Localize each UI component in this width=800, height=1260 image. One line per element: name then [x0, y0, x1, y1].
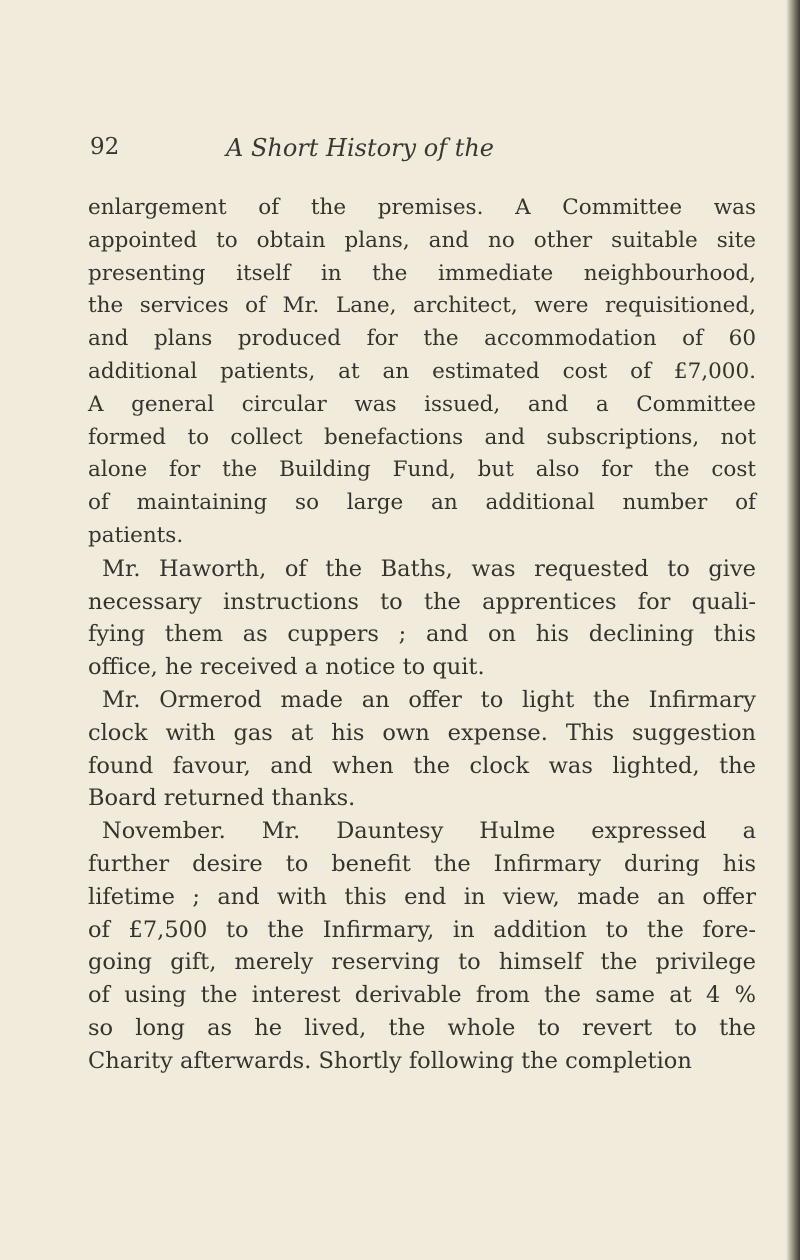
text-line: so long as he lived, the whole to revert to the	[88, 1014, 756, 1041]
text-line: further desire to benefit the Infirmary during his	[88, 850, 756, 877]
body-text	[88, 192, 756, 1078]
text-line: November. Mr. Dauntesy Hulme expressed a	[102, 818, 756, 845]
text-line: Mr. Haworth, of the Baths, was requested to give	[102, 555, 756, 582]
page-edge-shadow	[786, 0, 800, 1260]
text-line: lifetime ; and with this end in view, made an offer	[88, 883, 756, 910]
page-header	[90, 134, 750, 174]
text-line: enlargement of the premises. A Committee was	[88, 195, 756, 220]
running-title: A Short History of the	[226, 134, 494, 162]
text-line: Charity afterwards. Shortly following the completion	[88, 1047, 692, 1074]
text-line: the services of Mr. Lane, architect, were requisitioned,	[88, 293, 756, 319]
text-line: alone for the Building Fund, but also for the cost	[88, 457, 756, 483]
text-line: appointed to obtain plans, and no other suitable site	[88, 227, 756, 253]
text-line: fying them as cuppers ; and on his declining this	[88, 621, 756, 648]
text-line: presenting itself in the immediate neighbourhood,	[88, 260, 756, 286]
text-line: office, he received a notice to quit.	[88, 654, 485, 681]
text-line: of £7,500 to the Infirmary, in addition to the fore-	[88, 916, 756, 943]
text-line: and plans produced for the accommodation of 60	[88, 326, 756, 352]
page-number: 92	[90, 134, 120, 160]
text-line: found favour, and when the clock was lighted, the	[88, 752, 756, 779]
text-line: going gift, merely reserving to himself the privilege	[88, 949, 756, 976]
text-line: formed to collect benefactions and subscriptions, not	[88, 424, 756, 450]
text-line: of using the interest derivable from the same at 4 %	[88, 982, 756, 1009]
text-line: of maintaining so large an additional number of	[88, 490, 756, 516]
text-line: Board returned thanks.	[88, 785, 356, 812]
text-line: necessary instructions to the apprentices for quali-	[88, 588, 756, 615]
text-line: clock with gas at his own expense. This suggestion	[88, 719, 756, 746]
text-line: Mr. Ormerod made an offer to light the Infirmary	[102, 686, 756, 713]
text-line: additional patients, at an estimated cost of £7,000.	[88, 358, 756, 384]
text-line: patients.	[88, 522, 184, 548]
text-line: A general circular was issued, and a Committee	[88, 391, 756, 417]
